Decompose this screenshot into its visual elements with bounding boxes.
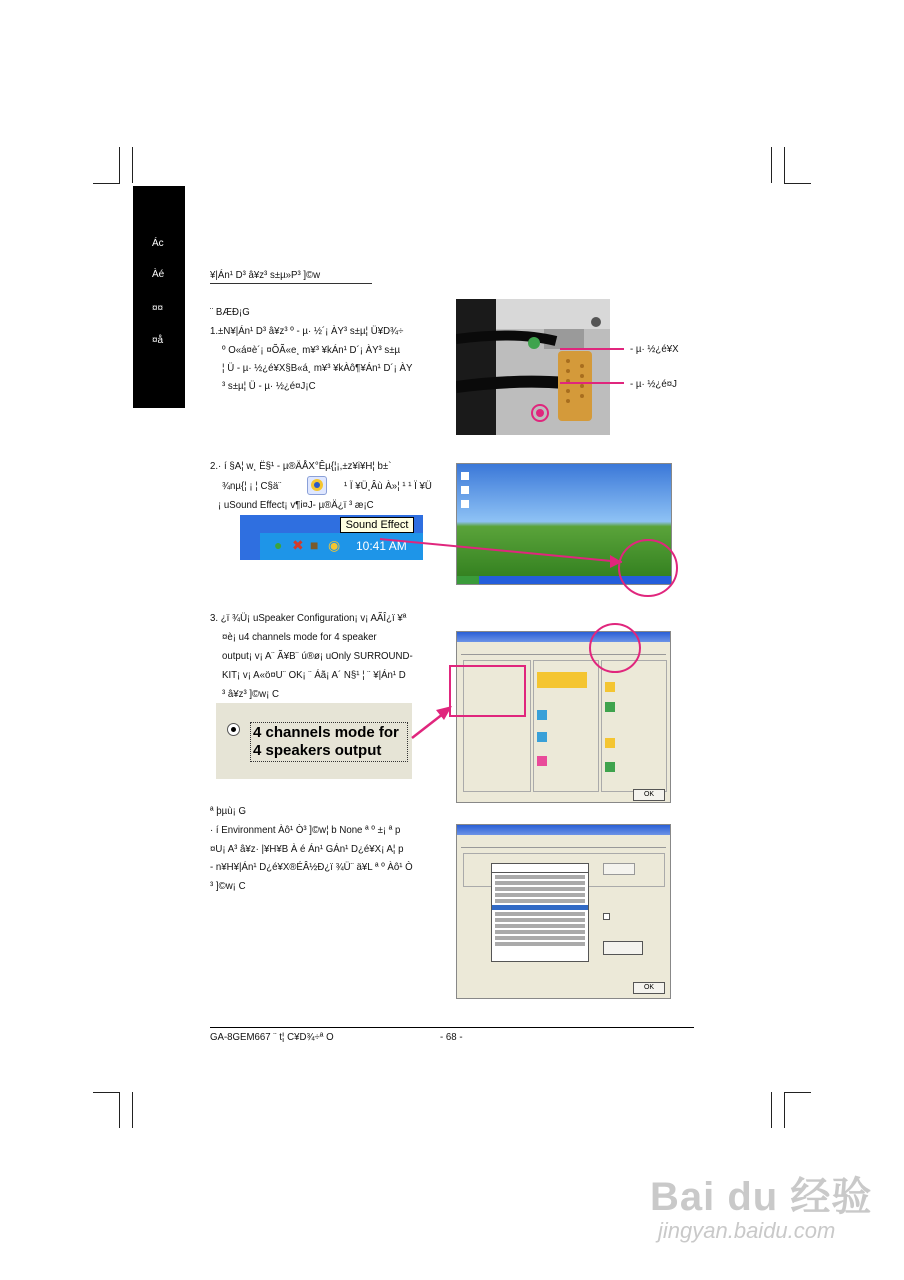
step-text-line: 2.· í §A¦ w¸ Ë§¹ - µ®ÄÅX°Êµ{¦¡,±z¥i¥H¦ b±` [210,460,392,472]
step-text-line: º O«á¤è´¡ ¤ÕÃ«e¸ m¥³ ¥kÁn¹ D´¡ ÀY³ s±µ [222,344,401,356]
tray-icon: ■ [310,537,319,553]
chapter-side-tab [133,186,185,408]
footer-rule [210,1027,694,1028]
tooltip: Sound Effect [340,517,414,533]
environment-dialog [456,824,671,999]
checkbox[interactable] [603,913,610,920]
baidu-watermark-logo: Bai du 经验 [650,1175,873,1219]
crop-mark [132,147,133,183]
baidu-watermark-url: jingyan.baidu.com [658,1218,836,1243]
dialog-titlebar [457,825,670,835]
crop-mark [771,147,772,183]
footer-page-number: - 68 - [440,1031,463,1043]
side-tab-char: Àé [152,269,165,280]
step-text-line: ³ s±µ¦ Ü - µ· ½¿é¤J¡C [222,380,316,392]
note-text-line: ¤U¡ A³ â¥z· |¥H¥B À é Án¹ GÁn¹ D¿é¥X¡ A¦ p [210,843,404,855]
dialog-button[interactable] [603,863,635,875]
dialog-ok-button[interactable]: OK [633,982,665,994]
side-tab-char: Ác [152,238,164,249]
step-text-line: output¡ v¡ A¨ Ã¥B¨ ú®ø¡ uOnly SURROUND- [222,650,413,662]
callout-lines [560,340,630,390]
note-text-line: ³ ]©w¡ C [210,880,246,892]
side-tab-char: ¤å [152,335,164,346]
line-in-label: - µ· ½¿é¤J [630,378,677,390]
dialog-button[interactable] [603,941,643,955]
step-text-line: ¾nµ{¦ ¡ ¦ C§ä¨ [222,480,282,492]
zoomed-option-label: 4 channels mode for 4 speakers output [250,722,408,762]
note-text-line: - n¥H¥|Án¹ D¿é¥X®ÉÂ½Ð¿ï ¾Ü¨ ä¥L ª º Àô¹ Ò [210,861,413,873]
note-text-line: · í Environment Àô¹ Ò³ ]©w¦ b None ª º ±¡ ª p [210,824,401,836]
step-text-line: ³ â¥z³ ]©w¡ C [222,688,280,700]
step-text-line: KIT¡ v¡ A«ö¤U¨ OK¡ ¨ Áã¡ A´ N§¹ ¦ ¨ ¥|Án¹ D [222,669,406,681]
step-heading: ¨ BÆÐ¡G [210,306,250,318]
heading-underline [210,283,372,284]
step-text-line: 3. ¿ï ¾Ü¡ uSpeaker Configuration¡ v¡ AÃÎ¿ï ¥ª [210,612,407,624]
dialog-ok-button[interactable]: OK [633,789,665,801]
crop-mark [132,1092,133,1128]
crop-mark [784,1092,811,1093]
tray-icon: ✖ [292,537,304,553]
crop-mark [784,183,811,184]
side-tab-char: ¤¤ [152,303,164,314]
step-text-line: 1.±N¥|Án¹ D³ â¥z³ º - µ· ½´¡ ÀY³ s±µ¦ Ü¥D¾÷ [210,325,404,337]
crop-mark [119,147,120,183]
tray-icon: ● [274,537,283,553]
line-out-label: - µ· ½¿é¥X [630,343,679,355]
crop-mark [771,1092,772,1128]
crop-mark [93,183,120,184]
clock: 10:41 AM [356,539,407,553]
step-text-line: ¦ Ü - µ· ½¿é¥X§B«á¸ m¥³ ¥kÀô¶¥Án¹ D´¡ ÀY [222,362,413,374]
crop-mark [119,1092,120,1128]
environment-list[interactable] [491,872,589,962]
step-text-line: ¤è¡ u4 channels mode for 4 speaker [222,631,377,643]
highlight-annotations [230,470,690,790]
sound-effect-icon: ◉ [328,537,341,553]
footer-model: GA-8GEM667 ¨ t¦ C¥D¾÷ª O [210,1031,334,1043]
dialog-tabs [461,839,666,848]
note-heading: ª þµù¡ G [210,805,246,817]
crop-mark [784,147,785,183]
step-text-line: ¡ uSound Effect¡ v¶i¤J- µ®Ä¿ï ³ æ¡C [218,499,374,511]
crop-mark [93,1092,120,1093]
step-text-line: ¹ Ï ¥Ü¸Âù À»¦ ¹ ¹ Ï ¥Ü [344,480,432,492]
crop-mark [784,1092,785,1128]
section-heading: ¥|Án¹ D³ â¥z³ s±µ»P³ ]©w [210,269,321,281]
